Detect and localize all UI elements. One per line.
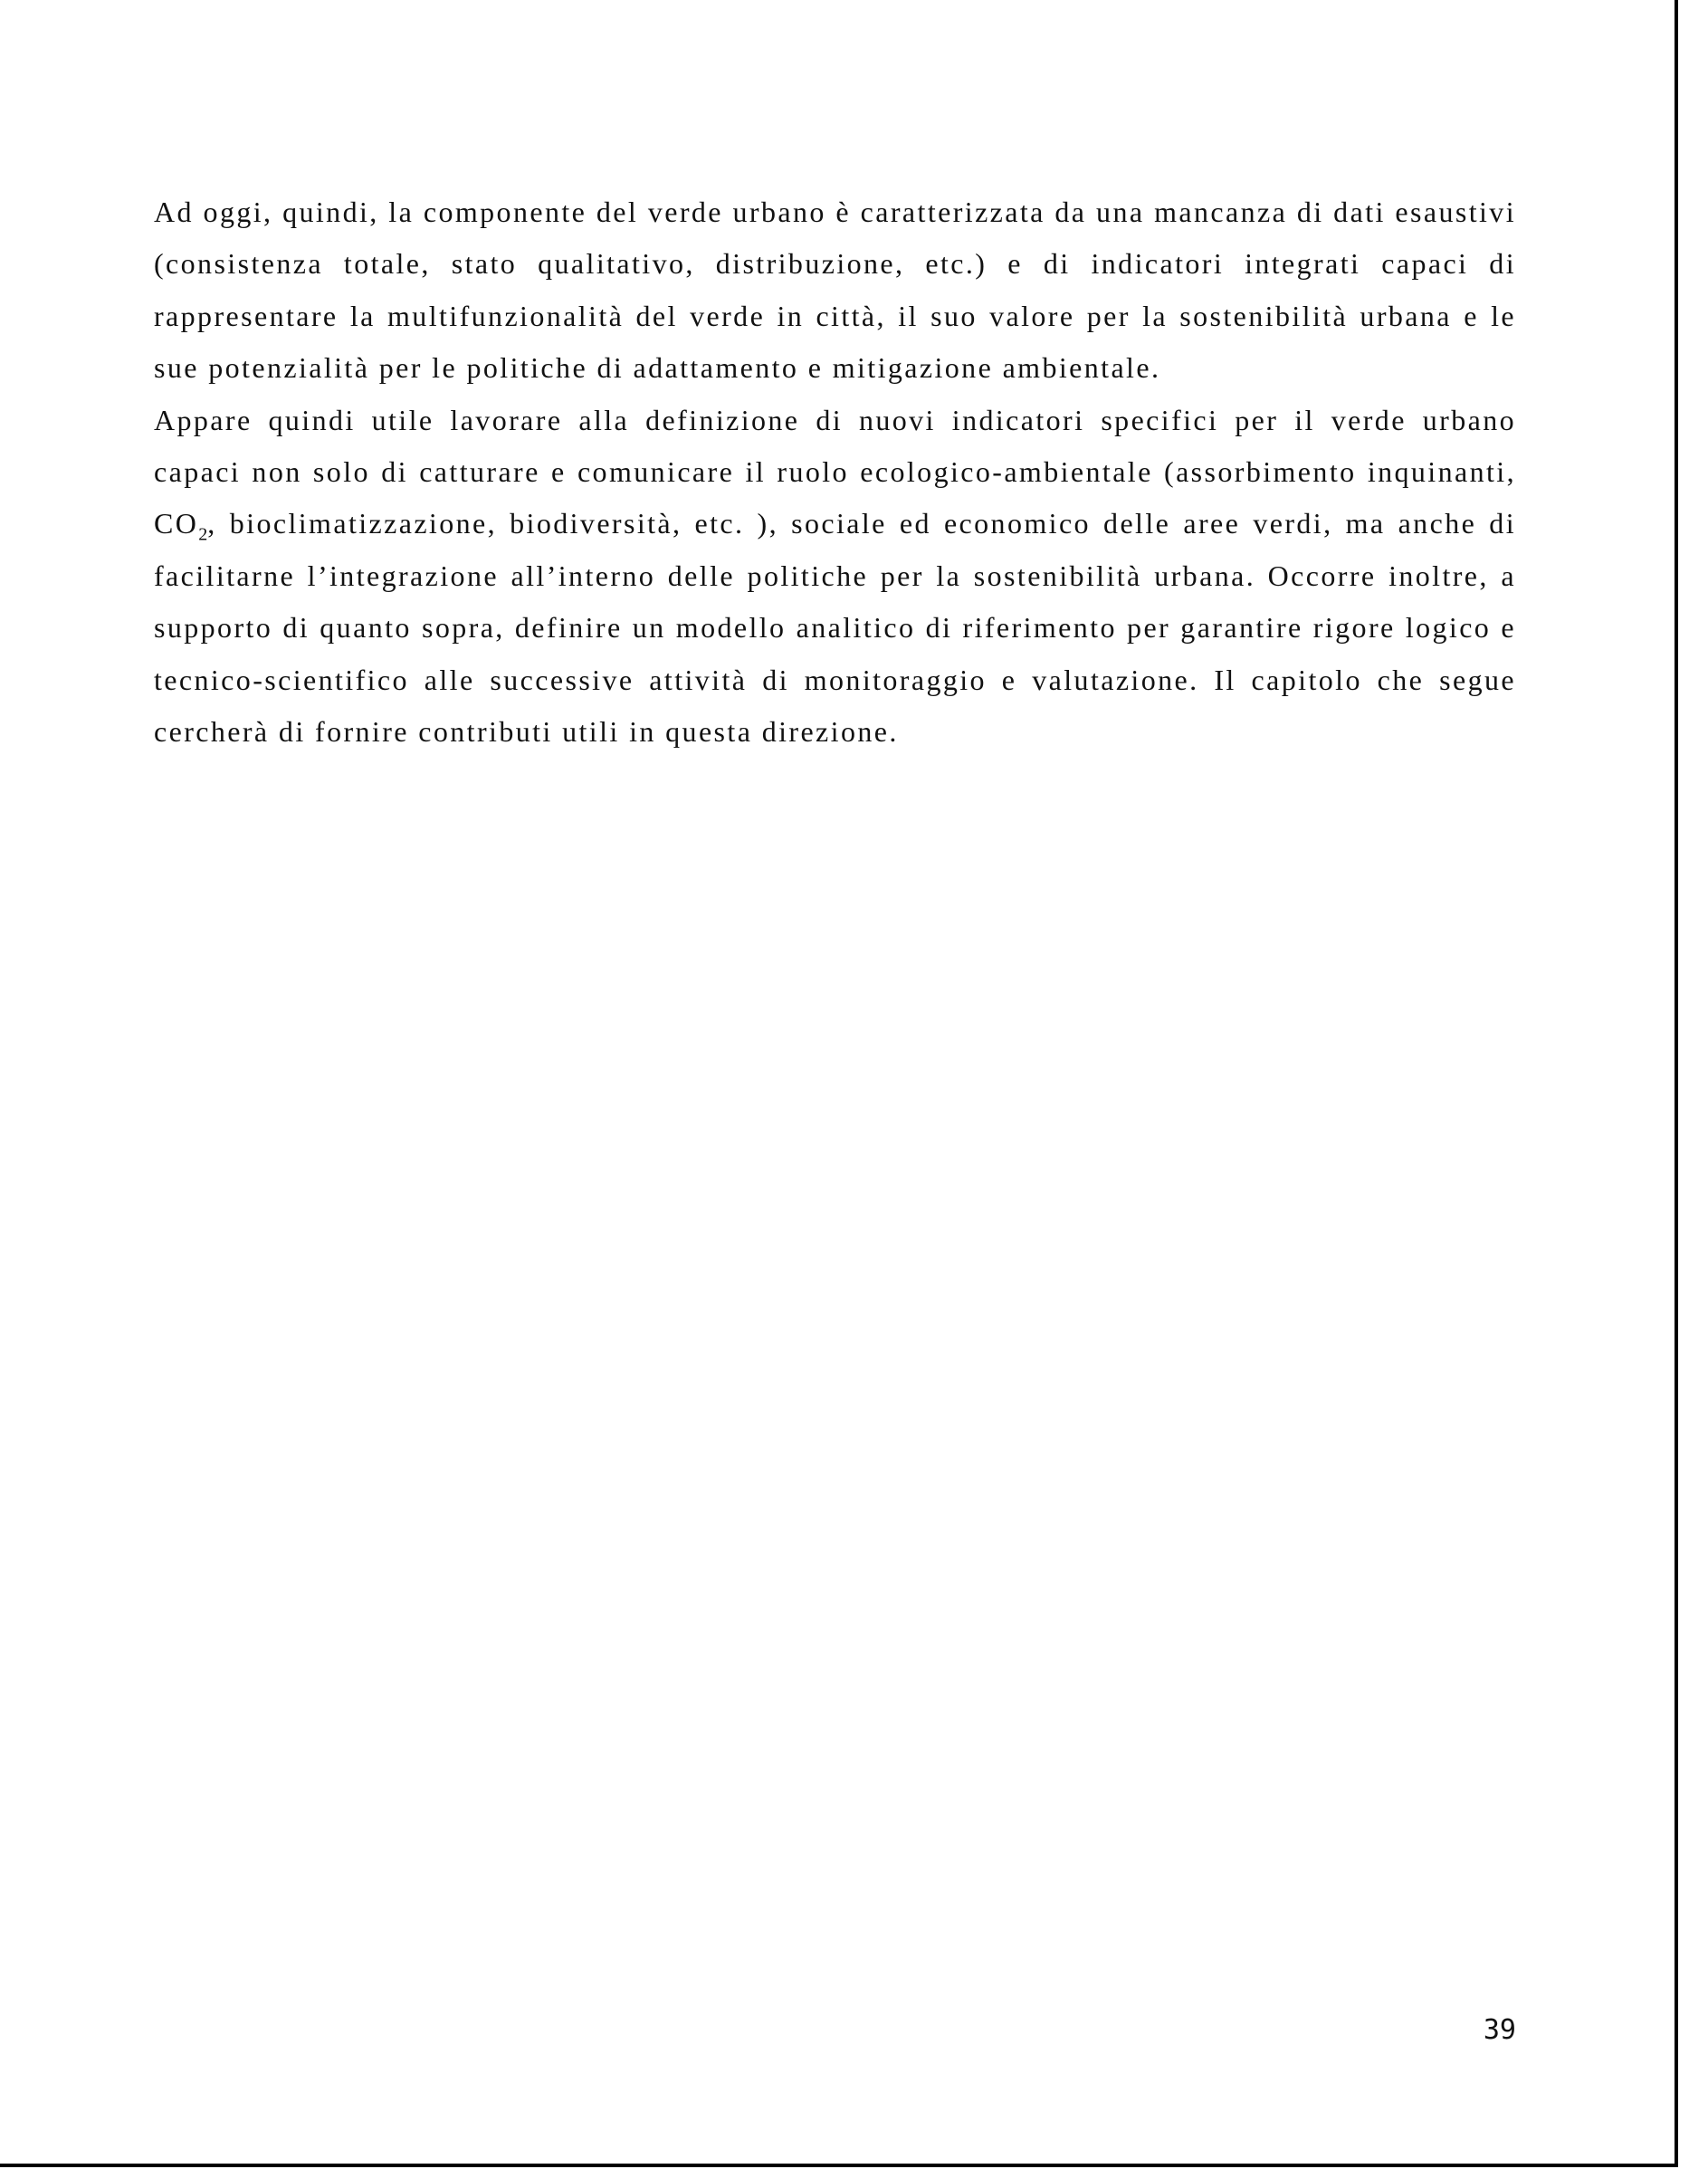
paragraph-2 bbox=[154, 395, 1516, 759]
co2-subscript: 2 bbox=[198, 524, 208, 545]
paragraph-2-text-end: , bioclimatizzazione, biodiversità, etc. ), sociale ed economico delle aree verdi, ma anche di facilitarne l’integrazione all’interno delle politiche per la sostenibilità urbana. Occorre inoltre, a supporto di quanto sopra, definire un modello analitico di riferimento per garantire rigore logico e tecnico-scientifico alle successive attività di monitoraggio e valutazione. Il capitolo che segue cercherà di fornire contributi utili in questa direzione. bbox=[154, 507, 1516, 749]
body-text bbox=[154, 186, 1516, 758]
paragraph-2-text-start: Appare quindi utile lavorare alla definizione di nuovi indicatori specifici per il verde urbano capaci non solo di catturare e comunicare il ruolo ecologico-ambientale (assorbimento inquinanti, CO bbox=[154, 403, 1516, 540]
paragraph-1: Ad oggi, quindi, la componente del verde urbano è caratterizzata da una mancanza di dati esaustivi (consistenza totale, stato qualitativo, distribuzione, etc.) e di indicatori integrati capaci di rappresentare la multifunzionalità del verde in città, il suo valore per la sostenibilità urbana e le sue potenzialità per le politiche di adattamento e mitigazione ambientale. bbox=[154, 196, 1516, 385]
page-number: 39 bbox=[1483, 2014, 1516, 2046]
